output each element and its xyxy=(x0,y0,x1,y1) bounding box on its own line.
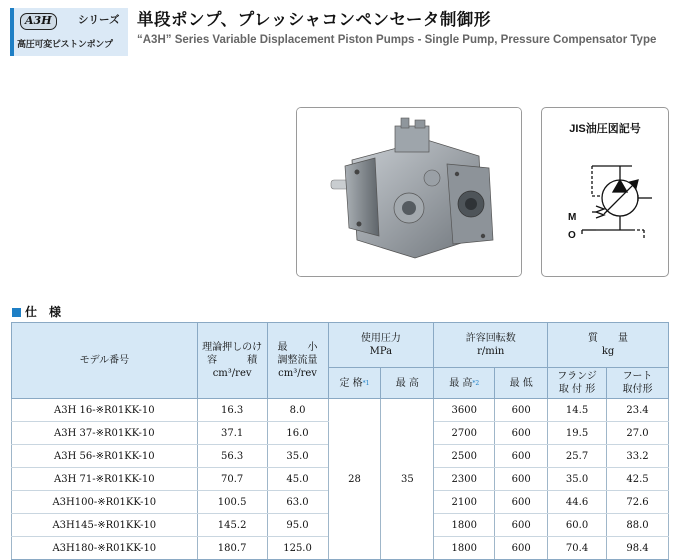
cell-mass-flange: 14.5 xyxy=(548,399,607,422)
header-pressure-max: 最 高 xyxy=(381,368,434,399)
cell-mass-flange: 44.6 xyxy=(548,491,607,514)
cell-model: A3H180-※R01KK-10 xyxy=(12,537,198,560)
cell-max-pressure: 35 xyxy=(381,399,434,560)
cell-speed-max: 2700 xyxy=(434,422,495,445)
series-subtitle: 高圧可変ピストンポンプ xyxy=(17,40,113,50)
cell-mass-flange: 35.0 xyxy=(548,468,607,491)
cell-rated-pressure: 28 xyxy=(328,399,381,560)
cell-speed-max: 1800 xyxy=(434,514,495,537)
cell-speed-max: 2300 xyxy=(434,468,495,491)
piston-pump-illustration xyxy=(297,108,522,277)
cell-mass-foot: 72.6 xyxy=(607,491,669,514)
jis-symbol-title: JIS油圧図記号 xyxy=(569,123,641,135)
cell-mass-foot: 23.4 xyxy=(607,399,669,422)
header-pressure: 使用圧力 MPa xyxy=(328,323,434,368)
header-mass-flange: フランジ 取 付 形 xyxy=(548,368,607,399)
cell-speed-max: 2100 xyxy=(434,491,495,514)
cell-speed-min: 600 xyxy=(495,422,548,445)
section-marker-icon xyxy=(12,308,21,317)
cell-model: A3H 16-※R01KK-10 xyxy=(12,399,198,422)
cell-model: A3H 56-※R01KK-10 xyxy=(12,445,198,468)
cell-model: A3H 37-※R01KK-10 xyxy=(12,422,198,445)
cell-model: A3H 71-※R01KK-10 xyxy=(12,468,198,491)
table-row xyxy=(12,399,669,422)
hydraulic-symbol-icon xyxy=(552,156,662,246)
spec-table xyxy=(11,322,669,560)
header-speed-min: 最 低 xyxy=(495,368,548,399)
cell-displacement: 145.2 xyxy=(197,514,267,537)
page-title: 単段ポンプ、プレッシャコンペンセータ制御形 xyxy=(137,10,491,29)
section-title-text: 仕 様 xyxy=(25,305,62,319)
cell-mass-foot: 88.0 xyxy=(607,514,669,537)
header-displacement: 理論押しのけ 容 積 cm³/rev xyxy=(197,323,267,399)
header-mass-foot: フート 取付形 xyxy=(607,368,669,399)
cell-model: A3H100-※R01KK-10 xyxy=(12,491,198,514)
cell-min-flow: 8.0 xyxy=(267,399,328,422)
header-speed: 許容回転数 r/min xyxy=(434,323,548,368)
page-title-english: “A3H” Series Variable Displacement Piston Pumps - Single Pump, Pressure Compensator Type xyxy=(137,34,657,46)
cell-displacement: 70.7 xyxy=(197,468,267,491)
jis-label-m: M xyxy=(568,212,577,223)
jis-label-o: O xyxy=(568,230,576,241)
product-photo xyxy=(296,107,522,277)
cell-mass-flange: 25.7 xyxy=(548,445,607,468)
series-badge: A3H xyxy=(20,13,57,30)
header-speed-max: 最 高$^{*2}$ xyxy=(434,368,495,399)
cell-speed-min: 600 xyxy=(495,399,548,422)
cell-speed-min: 600 xyxy=(495,468,548,491)
cell-displacement: 56.3 xyxy=(197,445,267,468)
cell-min-flow: 45.0 xyxy=(267,468,328,491)
cell-min-flow: 16.0 xyxy=(267,422,328,445)
cell-mass-flange: 19.5 xyxy=(548,422,607,445)
cell-min-flow: 35.0 xyxy=(267,445,328,468)
series-label-box xyxy=(10,8,128,56)
cell-mass-flange: 70.4 xyxy=(548,537,607,560)
cell-speed-max: 3600 xyxy=(434,399,495,422)
header-pressure-rated: 定 格$^{*1}$ xyxy=(328,368,381,399)
cell-mass-foot: 98.4 xyxy=(607,537,669,560)
series-word: シリーズ xyxy=(78,14,120,26)
cell-mass-flange: 60.0 xyxy=(548,514,607,537)
cell-mass-foot: 33.2 xyxy=(607,445,669,468)
cell-displacement: 100.5 xyxy=(197,491,267,514)
cell-mass-foot: 42.5 xyxy=(607,468,669,491)
cell-speed-min: 600 xyxy=(495,537,548,560)
cell-model: A3H145-※R01KK-10 xyxy=(12,514,198,537)
cell-speed-min: 600 xyxy=(495,445,548,468)
cell-displacement: 16.3 xyxy=(197,399,267,422)
header-model: モデル番号 xyxy=(12,323,198,399)
header-mass: 質 量 kg xyxy=(548,323,669,368)
cell-min-flow: 95.0 xyxy=(267,514,328,537)
cell-mass-foot: 27.0 xyxy=(607,422,669,445)
jis-symbol-box xyxy=(541,107,669,277)
cell-displacement: 180.7 xyxy=(197,537,267,560)
cell-speed-min: 600 xyxy=(495,491,548,514)
cell-min-flow: 125.0 xyxy=(267,537,328,560)
cell-speed-max: 2500 xyxy=(434,445,495,468)
cell-displacement: 37.1 xyxy=(197,422,267,445)
cell-speed-min: 600 xyxy=(495,514,548,537)
cell-min-flow: 63.0 xyxy=(267,491,328,514)
cell-speed-max: 1800 xyxy=(434,537,495,560)
section-title xyxy=(12,303,61,320)
header-min-flow: 最 小 調整流量 cm³/rev xyxy=(267,323,328,399)
